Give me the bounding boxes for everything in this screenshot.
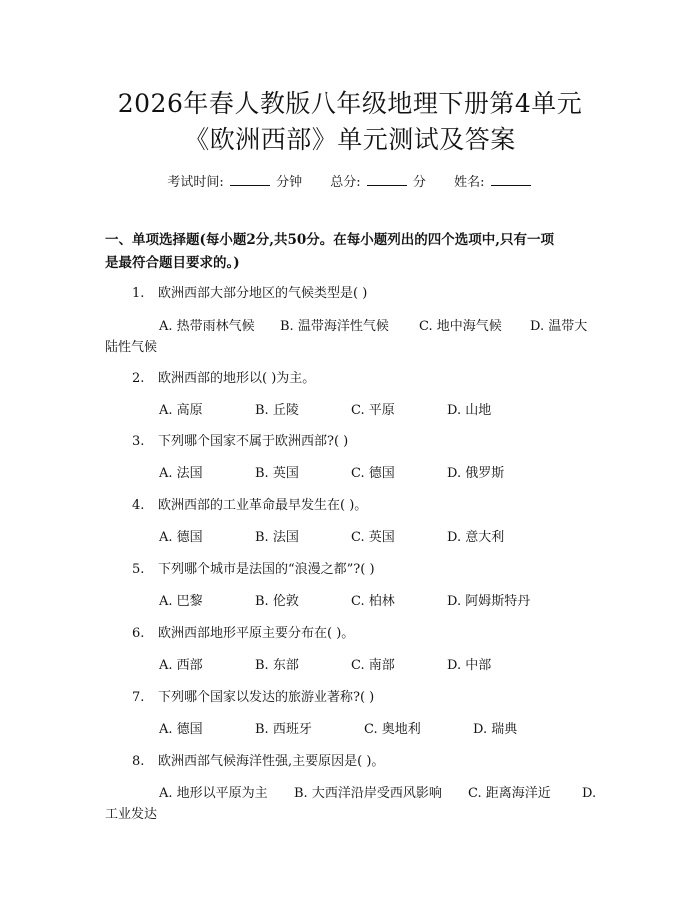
question-8-option-d-wrap: 工业发达 [105, 807, 158, 822]
name-field [454, 171, 533, 190]
question-number: 5. [132, 562, 145, 577]
total-score-unit: 分 [412, 175, 426, 190]
question-text: 欧洲西部气候海洋性强,主要原因是( )。 [158, 754, 385, 769]
total-score-label: 总分: [330, 175, 361, 190]
question-8-options [159, 782, 596, 801]
total-score-blank [367, 174, 407, 186]
section-heading-line2: 是最符合题目要求的。) [105, 255, 240, 271]
question-number: 1. [132, 286, 145, 301]
page-title-line2: 《欧洲西部》单元测试及答案 [184, 125, 516, 154]
question-7-options [159, 718, 517, 737]
option-c: C. 南部 [351, 658, 395, 673]
exam-time-label: 考试时间: [167, 175, 224, 190]
question-text: 下列哪个国家不属于欧洲西部?( ) [158, 434, 349, 449]
option-c: C. 柏林 [351, 594, 395, 609]
option-a: A. 西部 [159, 658, 203, 673]
question-5-options [159, 590, 530, 609]
option-d: D. 意大利 [447, 530, 505, 545]
option-b: B. 伦敦 [255, 594, 299, 609]
question-1-option-d-wrap: 陆性气候 [105, 340, 158, 355]
option-d: D. 俄罗斯 [447, 466, 505, 481]
question-2 [132, 367, 592, 386]
question-3-options [159, 462, 504, 481]
question-7 [132, 686, 592, 705]
option-d: D. [582, 786, 597, 801]
section-heading [105, 229, 605, 275]
option-c: C. 英国 [351, 530, 395, 545]
option-d: D. 瑞典 [473, 722, 518, 737]
question-number: 8. [132, 754, 145, 769]
exam-time-unit: 分钟 [276, 175, 303, 190]
page-title-line1: 2026年春人教版八年级地理下册第4单元 [117, 89, 583, 118]
exam-time-field [167, 171, 302, 190]
question-text: 欧洲西部的工业革命最早发生在( )。 [158, 498, 368, 513]
question-number: 6. [132, 626, 145, 641]
option-a: A. 法国 [159, 466, 203, 481]
question-text: 下列哪个国家以发达的旅游业著称?( ) [158, 690, 375, 705]
question-text: 欧洲西部地形平原主要分布在( )。 [158, 626, 355, 641]
exam-info-line [0, 171, 700, 190]
question-1-options [159, 315, 587, 334]
name-blank [491, 174, 531, 186]
exam-time-blank [230, 174, 270, 186]
section-heading-line1: 一、单项选择题(每小题2分,共50分。在每小题列出的四个选项中,只有一项 [105, 232, 554, 248]
question-number: 2. [132, 371, 145, 386]
question-2-options [159, 399, 491, 418]
question-4-options [159, 526, 504, 545]
option-b: B. 英国 [255, 466, 299, 481]
question-1 [132, 282, 592, 301]
option-b: B. 大西洋沿岸受西风影响 [294, 786, 442, 801]
name-label: 姓名: [454, 175, 485, 190]
option-a: A. 高原 [159, 403, 203, 418]
option-b: B. 法国 [255, 530, 299, 545]
question-text: 欧洲西部大部分地区的气候类型是( ) [158, 286, 368, 301]
option-b: B. 温带海洋性气候 [280, 319, 389, 334]
option-a: A. 巴黎 [159, 594, 203, 609]
question-3 [132, 430, 592, 449]
total-score-field [330, 171, 426, 190]
option-a: A. 德国 [159, 530, 203, 545]
option-a: A. 德国 [159, 722, 203, 737]
question-8 [132, 750, 592, 769]
option-b: B. 东部 [255, 658, 299, 673]
option-d: D. 山地 [447, 403, 492, 418]
option-b: B. 丘陵 [255, 403, 299, 418]
option-a: A. 热带雨林气候 [159, 319, 255, 334]
question-4 [132, 494, 592, 513]
question-text: 下列哪个城市是法国的“浪漫之都”?( ) [158, 562, 375, 577]
question-number: 3. [132, 434, 145, 449]
question-6-options [159, 654, 491, 673]
question-6 [132, 622, 592, 641]
option-a: A. 地形以平原为主 [159, 786, 268, 801]
option-d: D. 中部 [447, 658, 492, 673]
question-number: 7. [132, 690, 145, 705]
question-text: 欧洲西部的地形以( )为主。 [158, 371, 316, 386]
option-c: C. 奥地利 [364, 722, 421, 737]
option-d: D. 温带大 [530, 319, 588, 334]
option-c: C. 距离海洋近 [468, 786, 551, 801]
option-d: D. 阿姆斯特丹 [447, 594, 531, 609]
option-c: C. 德国 [351, 466, 395, 481]
question-number: 4. [132, 498, 145, 513]
option-c: C. 地中海气候 [419, 319, 502, 334]
option-b: B. 西班牙 [255, 722, 312, 737]
option-c: C. 平原 [351, 403, 395, 418]
question-5 [132, 558, 592, 577]
